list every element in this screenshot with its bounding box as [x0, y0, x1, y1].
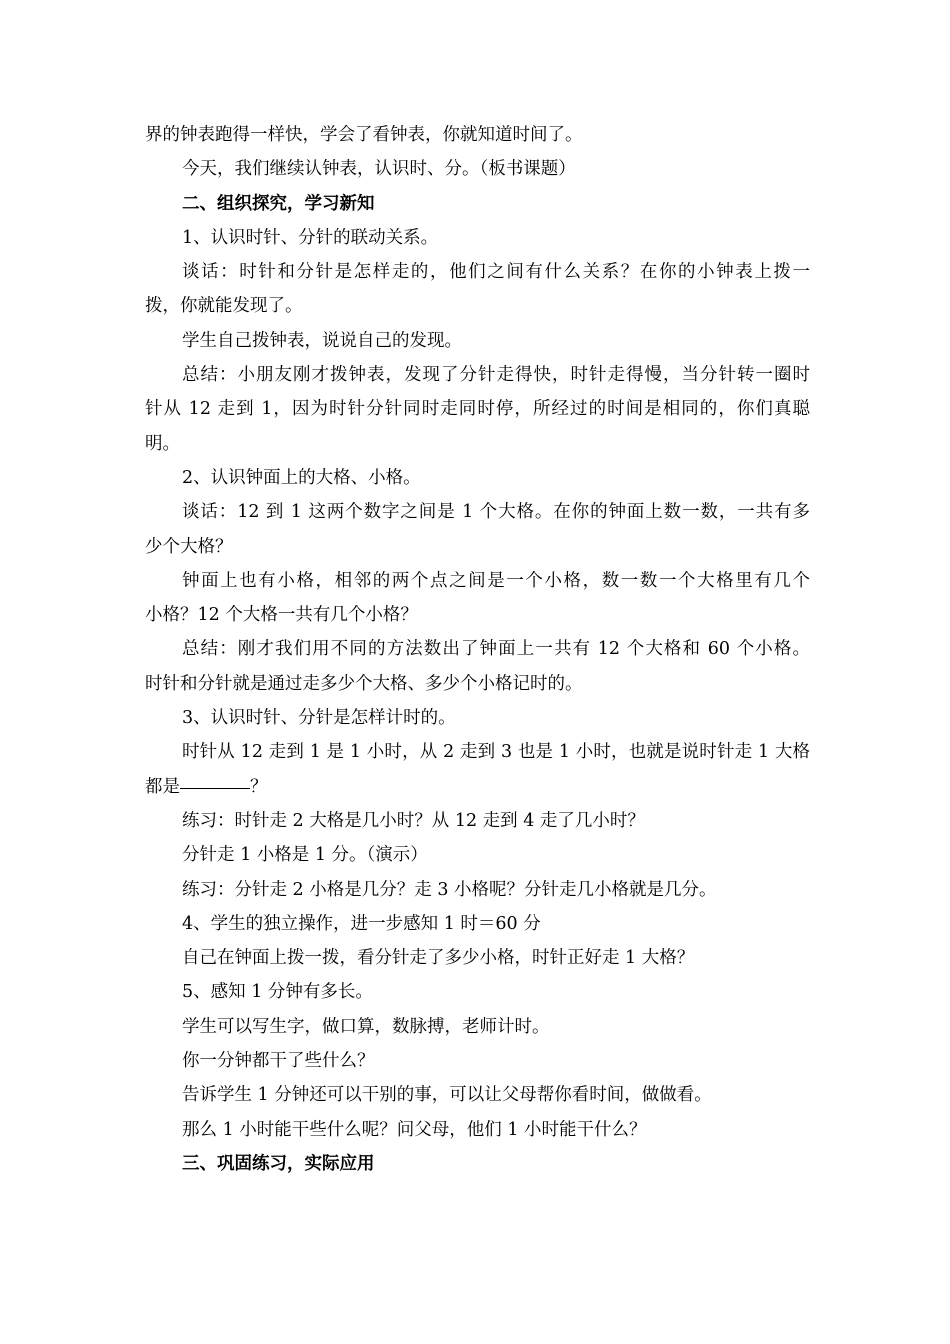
paragraph-line: 时针和分针就是通过走多少个大格、多少个小格记时的。	[145, 673, 583, 694]
fill-in-prefix: 都是	[145, 776, 180, 797]
paragraph-line: 界的钟表跑得一样快，学会了看钟表，你就知道时间了。	[145, 125, 583, 145]
fill-in-suffix: ？	[250, 776, 268, 797]
fill-in-line	[145, 770, 810, 804]
paragraph-line: 谈话：时针和分针是怎样走的，他们之间有什么关系？在你的小钟表上拨一	[182, 262, 810, 283]
subsection-heading: 3、认识时针、分针是怎样计时的。	[182, 708, 456, 729]
paragraph-line: 告诉学生 1 分钟还可以干别的事，可以让父母帮你看时间，做做看。	[182, 1085, 712, 1106]
paragraph-line: 针从 12 走到 1，因为时针分针同时走同时停，所经过的时间是相同的，你们真聪	[145, 399, 810, 420]
paragraph-line: 明。	[145, 433, 180, 454]
paragraph-line: 那么 1 小时能干些什么呢？问父母，他们 1 小时能干什么？	[182, 1119, 647, 1140]
lesson-plan-body	[145, 118, 810, 1181]
paragraph-line: 时针从 12 走到 1 是 1 小时，从 2 走到 3 也是 1 小时，也就是说时针走 1 大格	[182, 742, 810, 763]
paragraph-line: 今天，我们继续认钟表，认识时、分。（板书课题）	[182, 159, 576, 180]
subsection-heading: 1、认识时针、分针的联动关系。	[182, 227, 439, 248]
subsection-heading: 4、学生的独立操作，进一步感知 1 时＝60 分	[182, 913, 541, 934]
paragraph-line: 小格？12 个大格一共有几个小格？	[145, 605, 418, 626]
paragraph-line: 练习：分针走 2 小格是几分？走 3 小格呢？分针走几小格就是几分。	[182, 879, 717, 900]
section-heading: 二、组织探究，学习新知	[182, 193, 375, 214]
section-heading: 三、巩固练习，实际应用	[182, 1153, 375, 1174]
paragraph-line: 钟面上也有小格，相邻的两个点之间是一个小格，数一数一个大格里有几个	[182, 570, 810, 591]
paragraph-line: 总结：刚才我们用不同的方法数出了钟面上一共有 12 个大格和 60 个小格。	[182, 639, 810, 660]
paragraph-line: 你一分钟都干了些什么？	[182, 1051, 375, 1072]
paragraph-line: 拨，你就能发现了。	[145, 296, 303, 317]
fill-in-blank	[180, 787, 250, 789]
paragraph-line: 谈话：12 到 1 这两个数字之间是 1 个大格。在你的钟面上数一数，一共有多	[182, 502, 810, 523]
paragraph-line: 自己在钟面上拨一拨，看分针走了多少小格，时针正好走 1 大格？	[182, 948, 695, 969]
subsection-heading: 2、认识钟面上的大格、小格。	[182, 467, 421, 488]
paragraph-line: 学生自己拨钟表，说说自己的发现。	[182, 330, 462, 351]
paragraph-line: 学生可以写生字，做口算，数脉搏，老师计时。	[182, 1016, 550, 1037]
paragraph-line: 少个大格？	[145, 536, 233, 557]
paragraph-line: 总结：小朋友刚才拨钟表，发现了分针走得快，时针走得慢，当分针转一圈时	[182, 365, 810, 386]
paragraph-line: 分针走 1 小格是 1 分。（演示）	[182, 845, 428, 866]
paragraph-line: 练习：时针走 2 大格是几小时？从 12 走到 4 走了几小时？	[182, 810, 645, 831]
subsection-heading: 5、感知 1 分钟有多长。	[182, 982, 373, 1003]
